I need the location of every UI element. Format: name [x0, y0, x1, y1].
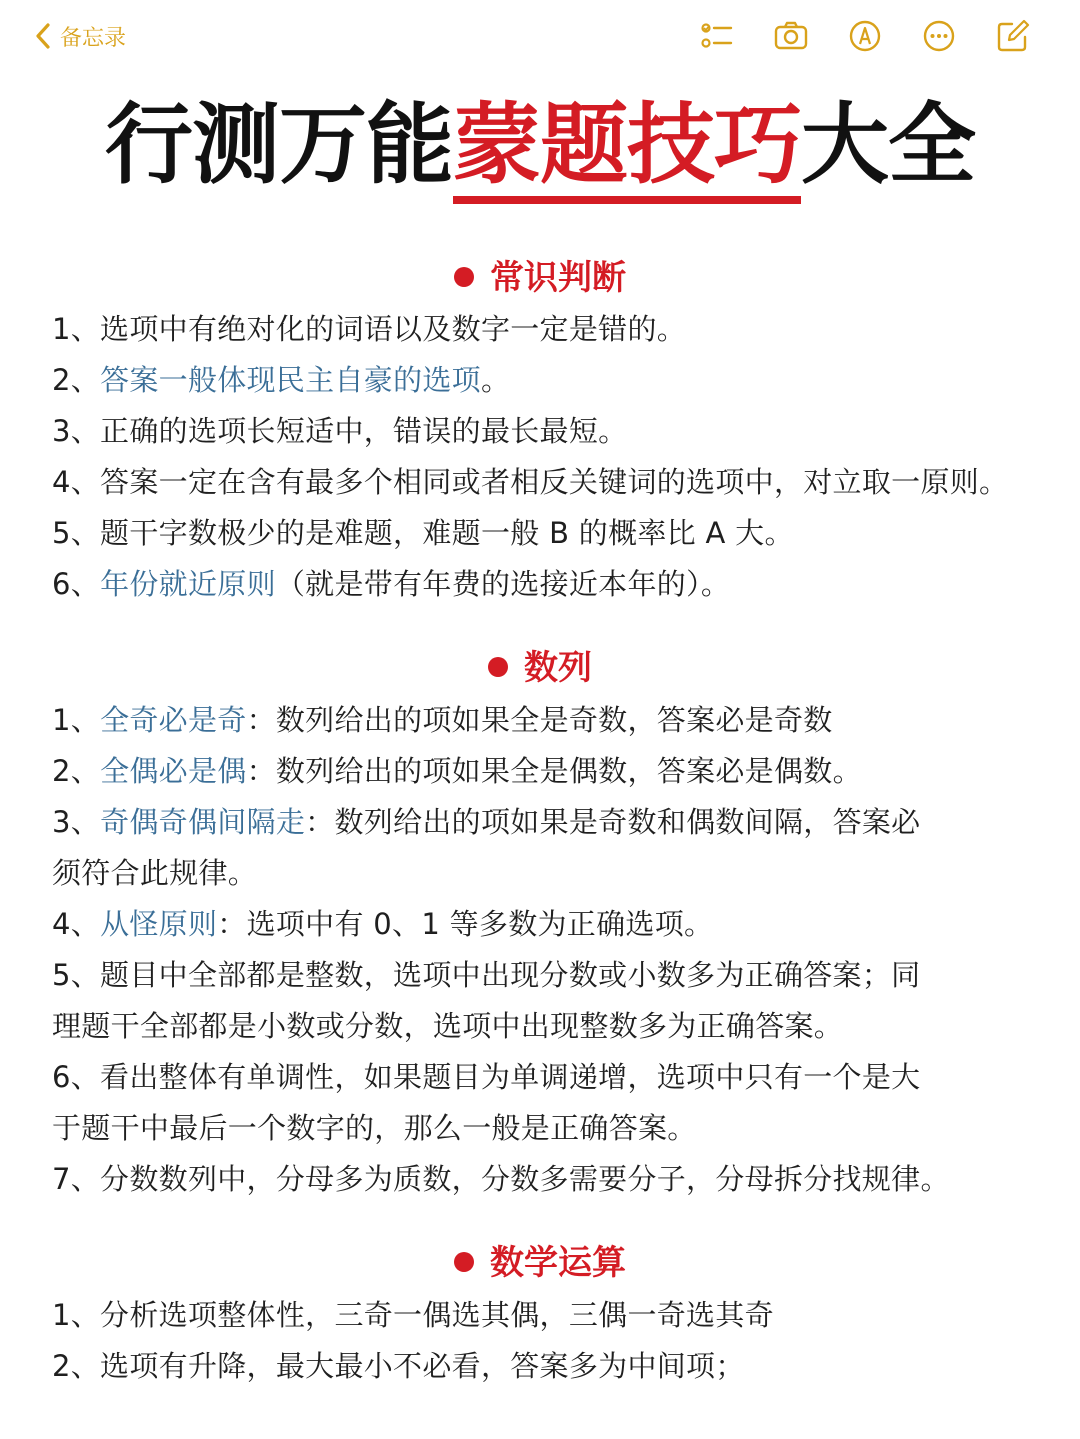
note-line [52, 746, 1042, 797]
line-text: 理题干全部都是小数或分数，选项中出现整数多为正确答案。 [52, 1009, 844, 1043]
highlight-text: 从怪原则 [100, 907, 218, 941]
highlight-text: 全偶必是偶 [100, 754, 247, 788]
line-text: 2、 [52, 363, 101, 397]
line-text: ：数列给出的项如果全是奇数，答案必是奇数 [246, 703, 833, 737]
note-title [0, 90, 1080, 200]
line-text: 4、 [52, 907, 101, 941]
bullet-dot-icon [454, 267, 474, 287]
toolbar-actions [680, 16, 1050, 56]
checklist-icon [699, 18, 735, 54]
section-heading-text: 数学运算 [490, 1243, 626, 1283]
title-part-3: 大全 [801, 93, 976, 196]
line-text: 3、正确的选项长短适中，错误的最长最短。 [52, 414, 628, 448]
bullet-dot-icon [454, 1252, 474, 1272]
line-text: 3、 [52, 805, 101, 839]
note-line [52, 797, 1042, 848]
note-line [52, 1154, 1042, 1205]
section-heading-math [0, 1241, 1080, 1285]
camera-button[interactable] [754, 16, 828, 56]
camera-icon [773, 18, 809, 54]
line-text: 2、 [52, 754, 101, 788]
section-heading-text: 常识判断 [490, 258, 626, 298]
section-heading-common-sense [0, 256, 1080, 300]
note-line [52, 304, 1042, 355]
note-line [52, 1001, 1042, 1052]
highlight-text: 全奇必是奇 [100, 703, 247, 737]
note-line [52, 950, 1042, 1001]
line-text: ：数列给出的项如果是奇数和偶数间隔，答案必 [305, 805, 921, 839]
section-body-math [52, 1290, 1042, 1392]
back-label: 备忘录 [60, 25, 127, 51]
line-text: 1、选项中有绝对化的词语以及数字一定是错的。 [52, 312, 687, 346]
note-line [52, 1052, 1042, 1103]
title-highlight: 蒙题技巧 [453, 93, 801, 204]
note-line [52, 1341, 1042, 1392]
line-text: 须符合此规律。 [52, 856, 258, 890]
chevron-left-icon [30, 18, 60, 54]
line-text: 5、题干字数极少的是难题，难题一般 B 的概率比 A 大。 [52, 516, 794, 550]
line-text: 7、分数数列中，分母多为质数，分数多需要分子，分母拆分找规律。 [52, 1162, 950, 1196]
more-button[interactable] [902, 16, 976, 56]
line-text: 6、看出整体有单调性，如果题目为单调递增，选项中只有一个是大 [52, 1060, 921, 1094]
bullet-dot-icon [488, 657, 508, 677]
line-text: 于题干中最后一个数字的，那么一般是正确答案。 [52, 1111, 697, 1145]
line-text: 6、 [52, 567, 101, 601]
note-line [52, 355, 1042, 406]
note-line [52, 1103, 1042, 1154]
line-text: ：选项中有 0、1 等多数为正确选项。 [217, 907, 714, 941]
line-text: 1、 [52, 703, 101, 737]
highlight-text: 奇偶奇偶间隔走 [100, 805, 306, 839]
note-line [52, 899, 1042, 950]
top-toolbar [0, 0, 1080, 72]
title-part-1: 行测万能 [104, 93, 453, 196]
checklist-button[interactable] [680, 16, 754, 56]
line-text: 2、选项有升降，最大最小不必看，答案多为中间项； [52, 1349, 745, 1383]
markup-button[interactable] [828, 16, 902, 56]
highlight-text: 年份就近原则 [100, 567, 276, 601]
line-text: （就是带有年费的选接近本年的）。 [275, 567, 731, 601]
note-line [52, 508, 1042, 559]
more-icon [921, 18, 957, 54]
section-body-number-series [52, 695, 1042, 1205]
section-heading-number-series [0, 646, 1080, 690]
note-line [52, 848, 1042, 899]
line-text: 4、答案一定在含有最多个相同或者相反关键词的选项中，对立取一原则。 [52, 465, 1009, 499]
note-line [52, 406, 1042, 457]
line-text: 1、分析选项整体性，三奇一偶选其偶，三偶一奇选其奇 [52, 1298, 774, 1332]
section-body-common-sense [52, 304, 1042, 610]
markup-pen-icon [847, 18, 883, 54]
section-heading-text: 数列 [524, 648, 592, 688]
highlight-text: 答案一般体现民主自豪的选项 [100, 363, 481, 397]
compose-icon [995, 18, 1031, 54]
back-button[interactable] [30, 18, 126, 54]
note-line [52, 559, 1042, 610]
note-line [52, 457, 1042, 508]
line-text: 5、题目中全部都是整数，选项中出现分数或小数多为正确答案；同 [52, 958, 921, 992]
note-line [52, 695, 1042, 746]
line-text: 。 [480, 363, 511, 397]
note-line [52, 1290, 1042, 1341]
line-text: ：数列给出的项如果全是偶数，答案必是偶数。 [246, 754, 862, 788]
compose-button[interactable] [976, 16, 1050, 56]
